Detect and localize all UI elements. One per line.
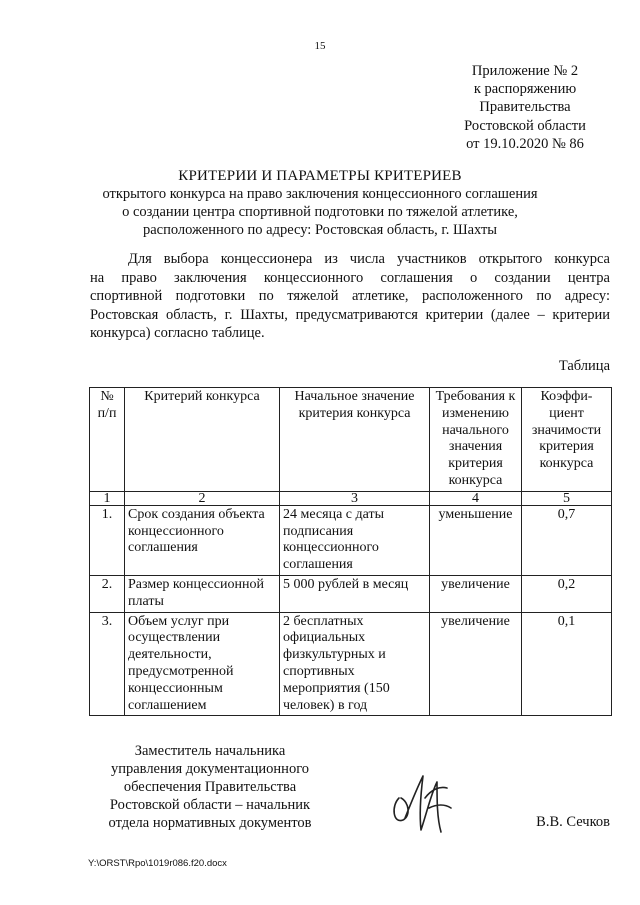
header-criterion: Критерий конкурса xyxy=(125,388,280,492)
intro-line: конкурса) согласно таблице. xyxy=(90,325,265,341)
page-number: 15 xyxy=(314,40,326,52)
intro-line: Для выбора концессионера из числа участников открытого конкурса xyxy=(128,251,610,267)
document-subtitle xyxy=(40,185,600,239)
table-header-row xyxy=(90,388,612,492)
appendix-line: от 19.10.2020 № 86 xyxy=(466,135,584,152)
signature-line: управления документационного xyxy=(110,761,310,777)
intro-line: Ростовская область, г. Шахты, предусматриваются критерии (далее – критерии xyxy=(90,306,610,323)
column-number: 5 xyxy=(522,491,612,505)
row-criterion: Размер концессионной платы xyxy=(125,575,280,612)
row-criterion: Срок создания объекта концессионного соглашения xyxy=(125,505,280,575)
signature-line: отдела нормативных документов xyxy=(108,815,312,831)
row-requirement: увеличение xyxy=(430,612,522,716)
signature-line: Ростовской области – начальник xyxy=(109,797,311,813)
signature-line: обеспечения Правительства xyxy=(123,779,297,795)
row-requirement: уменьшение xyxy=(430,505,522,575)
intro-line: спортивной подготовки по тяжелой атлетике, расположенного по адресу: xyxy=(90,288,610,304)
column-number: 2 xyxy=(125,491,280,505)
row-initial-value: 2 бесплатных официальных физкультурных и спортивных мероприятия (150 человек) в год xyxy=(280,612,430,716)
appendix-line: к распоряжению xyxy=(473,81,577,98)
column-number: 4 xyxy=(430,491,522,505)
header-requirement: Требования к изменению начального значения критерия конкурса xyxy=(430,388,522,492)
table-row xyxy=(90,612,612,716)
row-criterion: Объем услуг при осуществлении деятельности, предусмотренной концессионным соглашением xyxy=(125,612,280,716)
header-initial-value: Начальное значение критерия конкурса xyxy=(280,388,430,492)
appendix-line: Приложение № 2 xyxy=(471,63,579,79)
signature-block xyxy=(95,742,325,832)
criteria-table xyxy=(89,387,612,716)
column-number: 1 xyxy=(90,491,125,505)
column-number: 3 xyxy=(280,491,430,505)
row-coefficient: 0,1 xyxy=(522,612,612,716)
row-num: 3. xyxy=(90,612,125,716)
table-row xyxy=(90,575,612,612)
table-row xyxy=(90,505,612,575)
row-num: 2. xyxy=(90,575,125,612)
appendix-line: Правительства xyxy=(479,99,571,116)
handwritten-signature xyxy=(385,768,465,840)
row-initial-value: 24 месяца с даты подписания концессионного соглашения xyxy=(280,505,430,575)
file-path: Y:\ORST\Rpo\1019r086.f20.docx xyxy=(88,858,227,869)
subtitle-line: о создании центра спортивной подготовки по тяжелой атлетике, xyxy=(122,204,518,220)
row-coefficient: 0,7 xyxy=(522,505,612,575)
row-requirement: увеличение xyxy=(430,575,522,612)
table-caption: Таблица xyxy=(558,358,610,374)
subtitle-line: расположенного по адресу: Ростовская область, г. Шахты xyxy=(142,222,498,238)
row-coefficient: 0,2 xyxy=(522,575,612,612)
header-num: № п/п xyxy=(90,388,125,492)
header-coefficient: Коэффи-циент значимости критерия конкурса xyxy=(522,388,612,492)
signature-line: Заместитель начальника xyxy=(134,743,286,759)
subtitle-line: открытого конкурса на право заключения концессионного соглашения xyxy=(102,186,538,202)
document-title: КРИТЕРИИ И ПАРАМЕТРЫ КРИТЕРИЕВ xyxy=(178,168,462,184)
row-initial-value: 5 000 рублей в месяц xyxy=(280,575,430,612)
signer-name: В.В. Сечков xyxy=(536,814,610,830)
intro-paragraph xyxy=(90,250,610,343)
row-num: 1. xyxy=(90,505,125,575)
appendix-line: Ростовской области xyxy=(464,117,586,134)
column-numbers-row xyxy=(90,491,612,505)
appendix-header xyxy=(440,62,610,153)
intro-line: на право заключения концессионного соглашения о создании центра xyxy=(90,269,610,286)
